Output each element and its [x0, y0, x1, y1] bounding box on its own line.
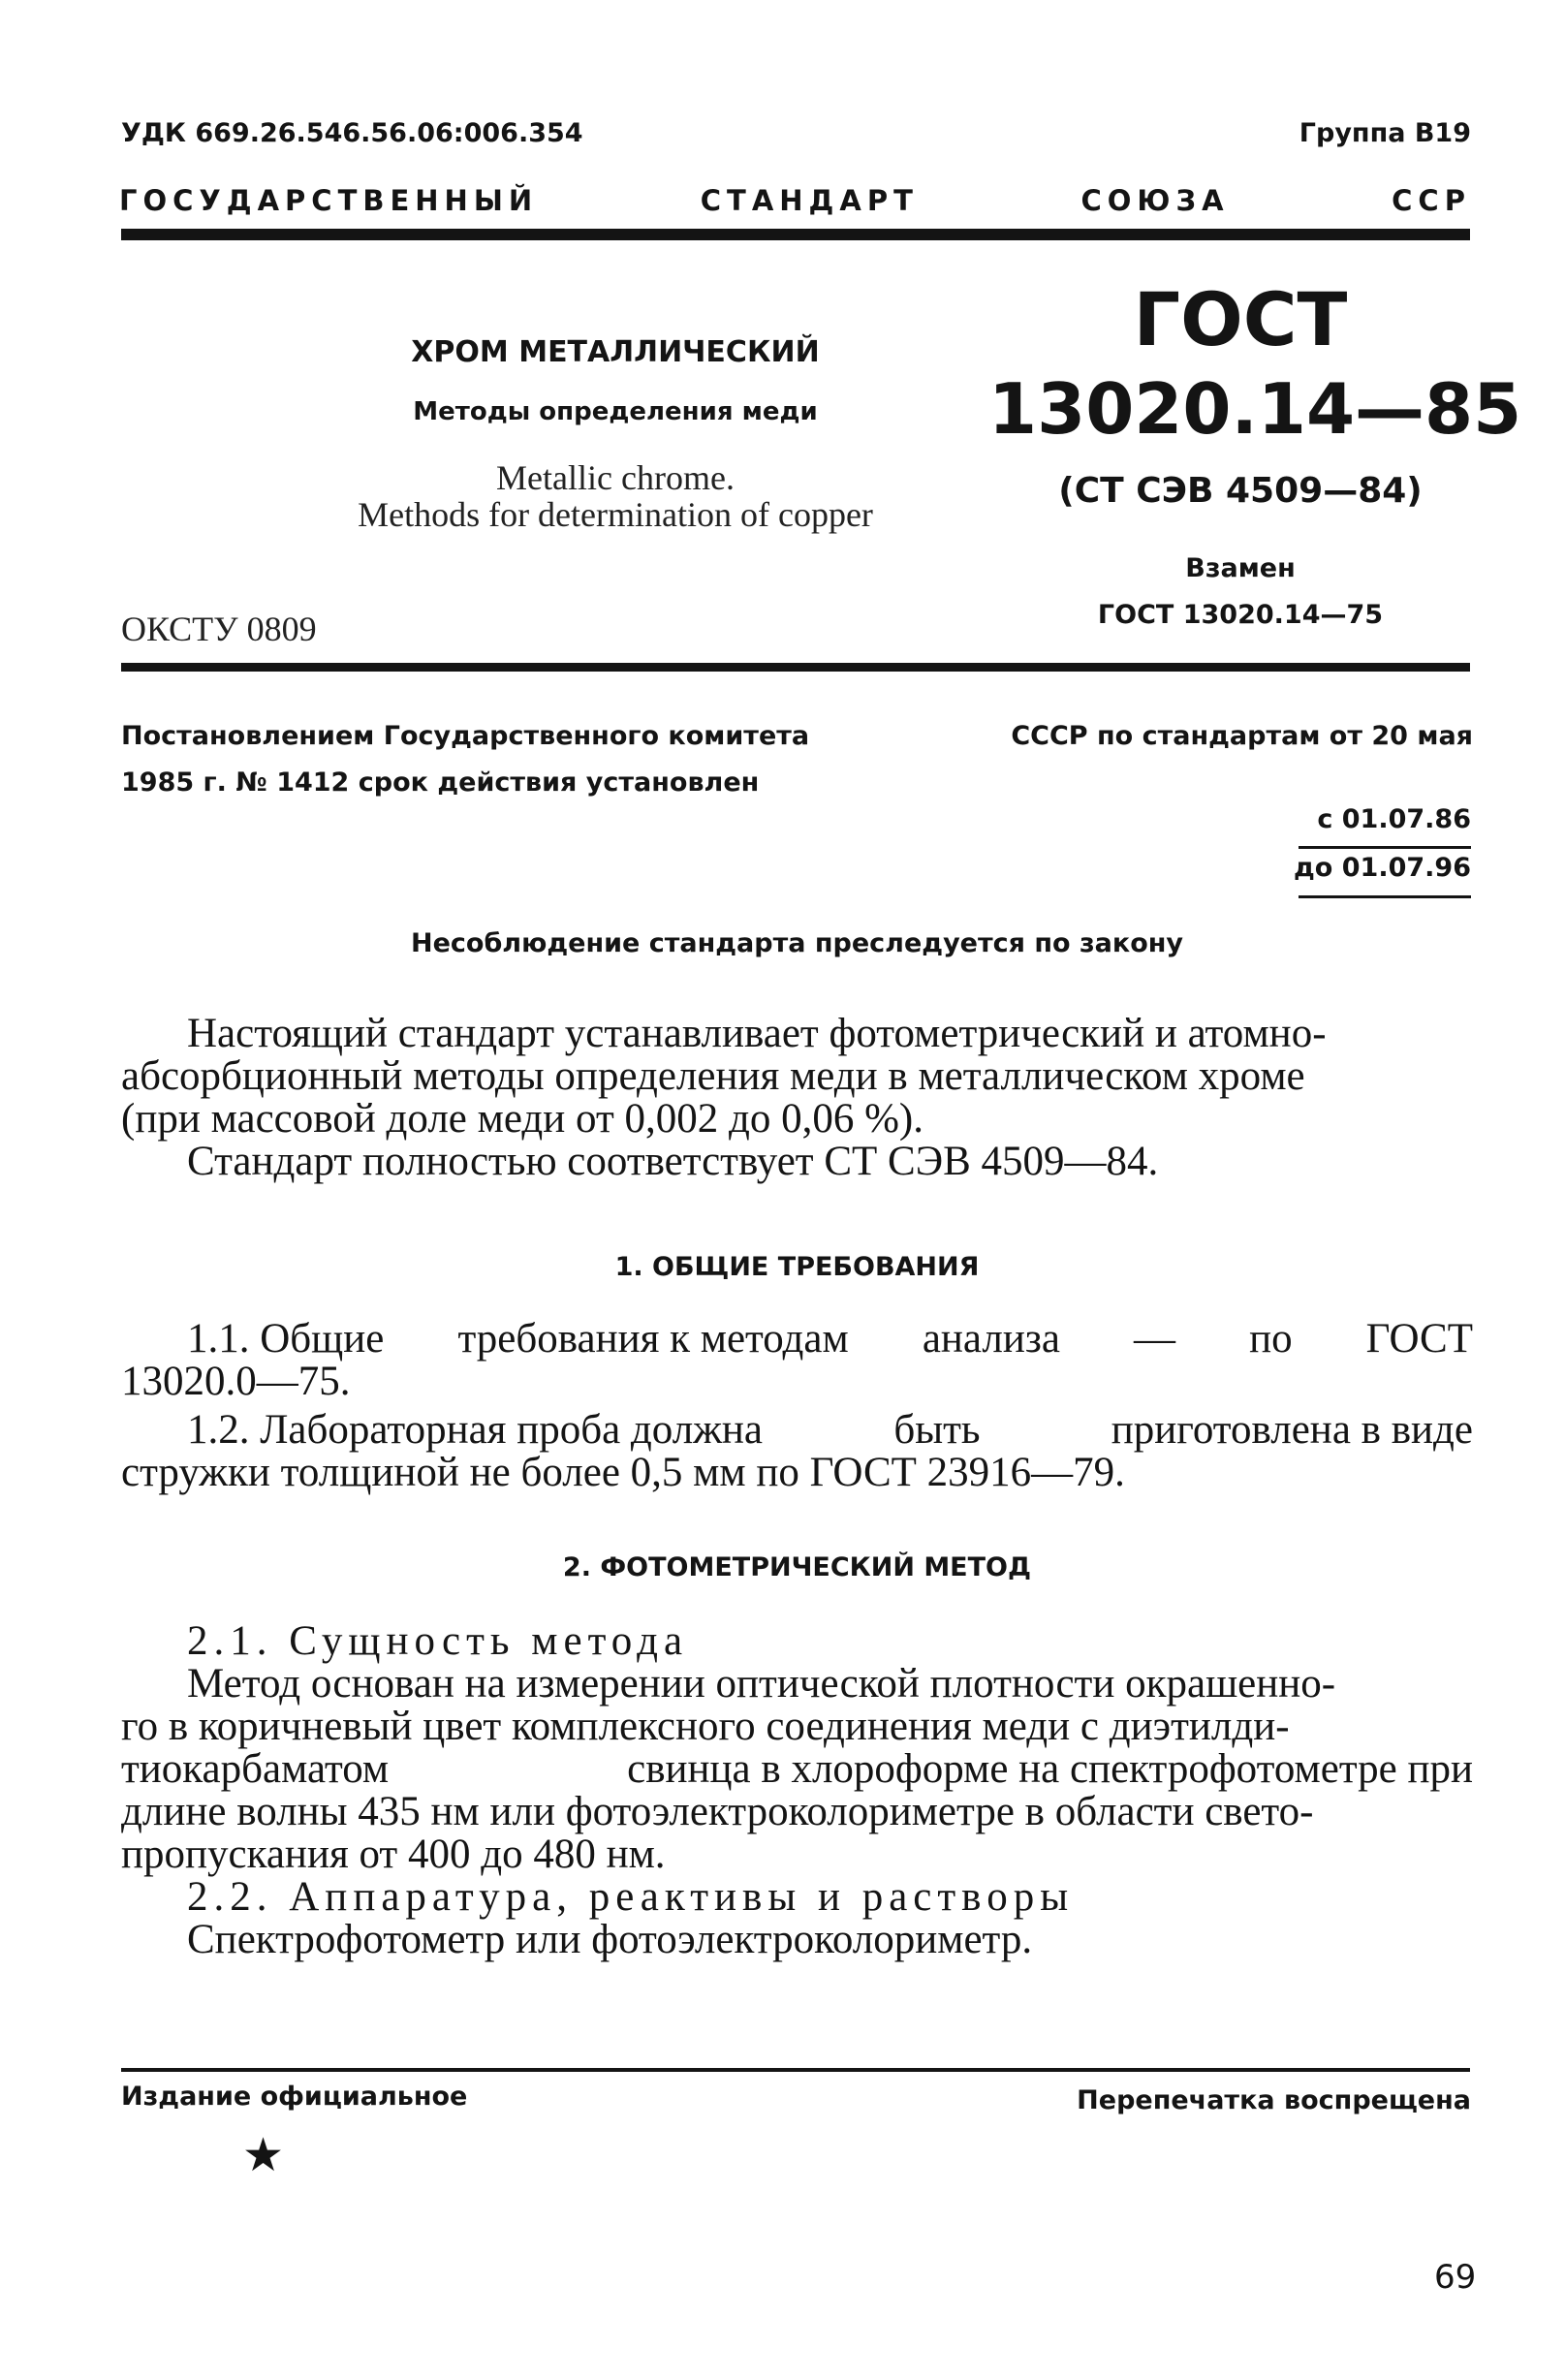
official-edition-label: Издание официальное — [121, 2082, 468, 2112]
decree-line1 — [121, 713, 1473, 760]
replaces-block — [1008, 546, 1473, 639]
group-code: Группа В19 — [1299, 118, 1471, 148]
middle-thick-rule — [121, 663, 1470, 672]
english-title — [242, 459, 988, 533]
s21-line4: длине волны 435 нм или фотоэлектроколориметре в области свето- — [121, 1789, 1314, 1834]
state-word-4: ССР — [1392, 184, 1471, 217]
s22-heading: 2.2. Аппаратура, реактивы и растворы — [187, 1874, 1075, 1920]
state-word-3: СОЮЗА — [1080, 184, 1230, 217]
star-mark: ★ — [242, 2128, 285, 2182]
document-title: ХРОМ МЕТАЛЛИЧЕСКИЙ — [411, 335, 820, 369]
state-word-1: ГОСУДАРСТВЕННЫЙ — [119, 184, 539, 217]
english-title-line1: Metallic chrome. — [496, 458, 735, 497]
s11-line1 — [121, 1318, 1473, 1361]
s11-word-4: — — [1134, 1316, 1175, 1362]
s11-word-3: анализа — [922, 1316, 1060, 1362]
section1-heading: 1. ОБЩИЕ ТРЕБОВАНИЯ — [614, 1252, 980, 1282]
s12-line1 — [121, 1409, 1473, 1452]
footer-rule — [121, 2068, 1470, 2072]
s22-line1: Спектрофотометр или фотоэлектроколориметр. — [187, 1917, 1033, 1962]
intro-line1: Настоящий стандарт устанавливает фотометрический и атомно- — [187, 1011, 1327, 1056]
s21-line3-part2: свинца в хлороформе на спектрофотометре при — [627, 1746, 1473, 1792]
s11-line2: 13020.0—75. — [121, 1359, 351, 1404]
intro-paragraph — [121, 1013, 1473, 1183]
decree-line1-left: Постановлением Государственного комитета — [121, 721, 810, 751]
replaces-label: Взамен — [1185, 553, 1296, 583]
s11-word-5: по — [1249, 1316, 1293, 1362]
s11-word-6: ГОСТ — [1365, 1316, 1473, 1362]
section1-paragraph — [121, 1318, 1473, 1494]
valid-from-date: с 01.07.86 — [1317, 804, 1471, 834]
s12-word-1: 1.2. Лабораторная проба должна — [187, 1407, 764, 1453]
decree-text — [121, 713, 1473, 806]
legal-notice: Несоблюдение стандарта преследуется по закону — [410, 928, 1184, 958]
s12-word-2: быть — [893, 1407, 981, 1453]
section2-paragraph — [121, 1620, 1473, 1961]
okstu-code: ОКСТУ 0809 — [121, 610, 317, 648]
intro-line4: Стандарт полностью соответствует СТ СЭВ 4509—84. — [187, 1139, 1159, 1184]
s11-word-1: 1.1. Общие — [187, 1316, 385, 1362]
state-standard-header — [119, 184, 1471, 217]
page-number: 69 — [1434, 2258, 1477, 2297]
state-word-2: СТАНДАРТ — [700, 184, 919, 217]
s21-line1: Метод основан на измерении оптической плотности окрашенно- — [187, 1661, 1336, 1707]
udk-code: УДК 669.26.546.56.06:006.354 — [121, 118, 583, 148]
s21-line3-part1: тиокарбаматом — [121, 1746, 390, 1792]
gost-number: 13020.14—85 — [988, 368, 1522, 450]
s12-line2: стружки толщиной не более 0,5 мм по ГОСТ 23916—79. — [121, 1450, 1125, 1495]
reprint-prohibited-label: Перепечатка воспрещена — [1077, 2085, 1471, 2115]
valid-to-date: до 01.07.96 — [1294, 853, 1471, 883]
s21-line2: го в коричневый цвет комплексного соединения меди с диэтилди- — [121, 1704, 1290, 1749]
intro-line2: абсорбционный методы определения меди в металлическом хроме — [121, 1053, 1305, 1099]
s12-word-3: приготовлена в виде — [1111, 1407, 1473, 1453]
date-divider-1 — [1299, 846, 1471, 849]
replaces-number: ГОСТ 13020.14—75 — [1097, 600, 1384, 630]
s21-line3 — [121, 1748, 1473, 1791]
decree-line2: 1985 г. № 1412 срок действия установлен — [121, 767, 760, 798]
section2-heading: 2. ФОТОМЕТРИЧЕСКИЙ МЕТОД — [562, 1552, 1032, 1582]
s21-heading: 2.1. Сущность метода — [187, 1618, 689, 1664]
s21-line5: пропускания от 400 до 480 нм. — [121, 1832, 666, 1877]
gost-label: ГОСТ — [1133, 276, 1348, 362]
top-thick-rule — [121, 229, 1470, 240]
date-divider-2 — [1299, 895, 1471, 898]
decree-line1-right: СССР по стандартам от 20 мая — [1011, 721, 1473, 751]
s11-word-2: требования к методам — [457, 1316, 849, 1362]
intro-line3: (при массовой доле меди от 0,002 до 0,06 %). — [121, 1096, 924, 1142]
st-sev-reference: (СТ СЭВ 4509—84) — [1058, 471, 1423, 511]
english-title-line2: Methods for determination of copper — [358, 495, 873, 534]
document-subtitle: Методы определения меди — [413, 397, 818, 426]
